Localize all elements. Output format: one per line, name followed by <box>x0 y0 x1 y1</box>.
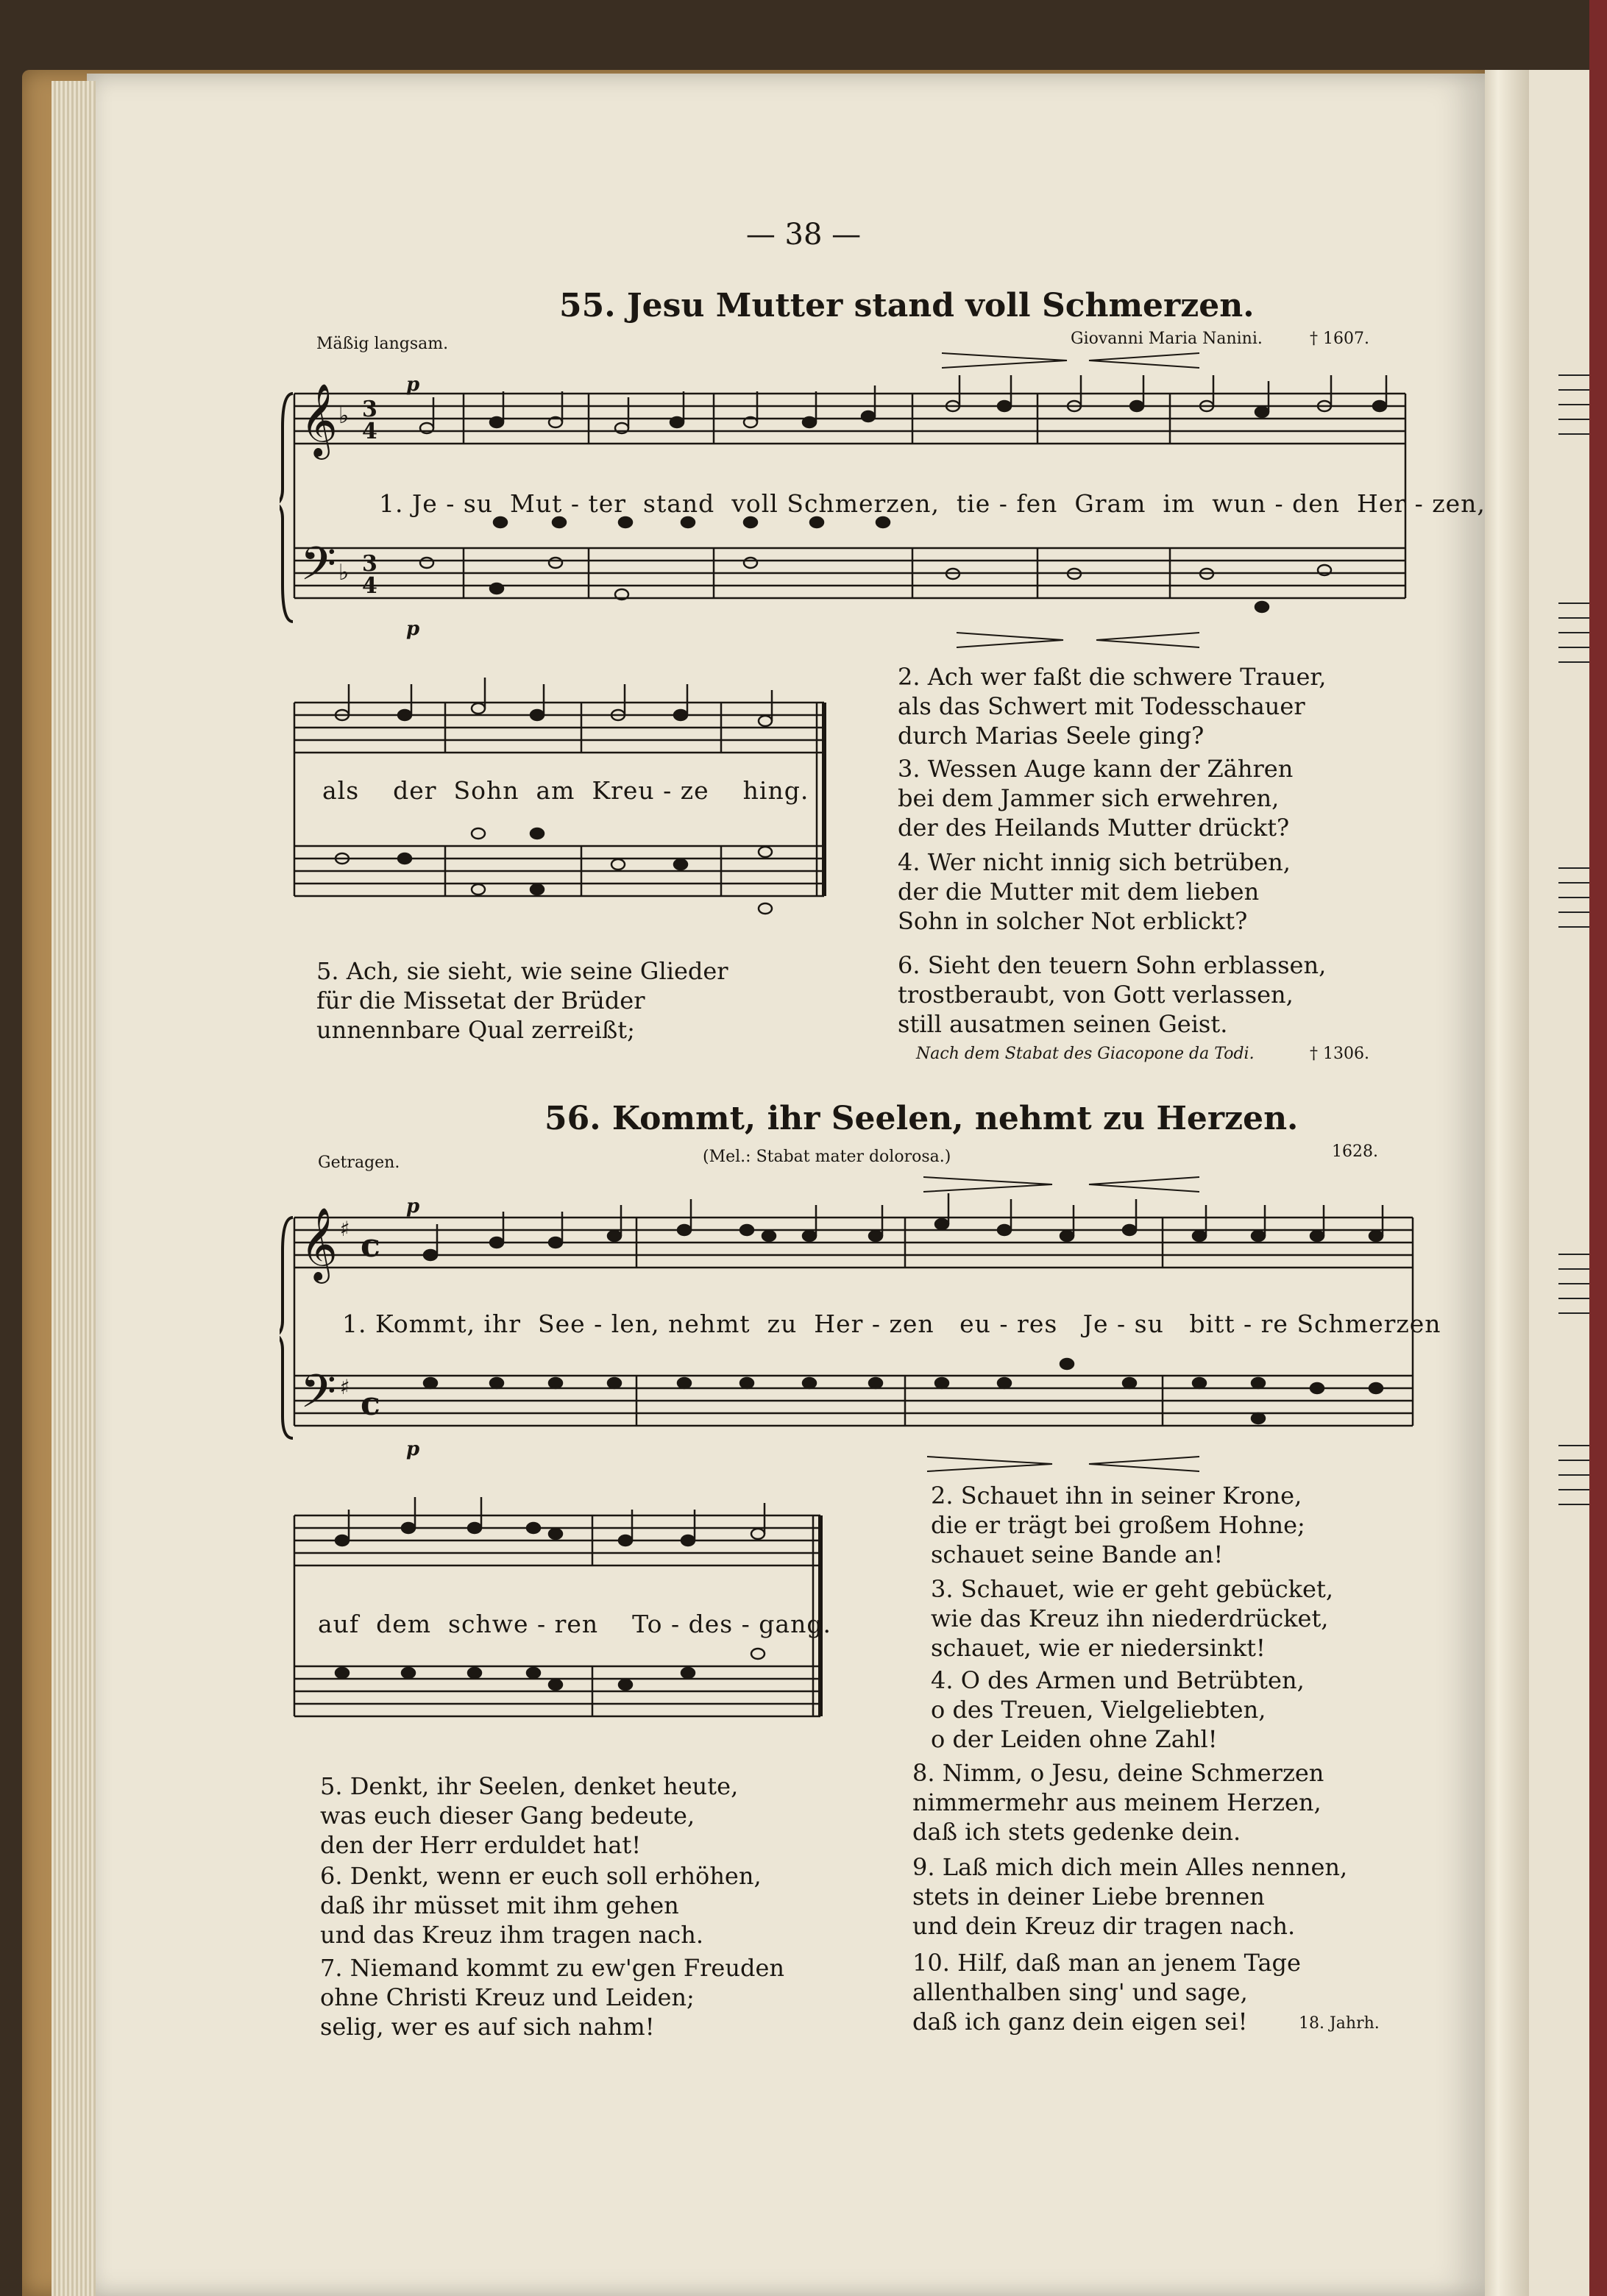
hymn56-dynamic-bottom: p <box>406 1438 420 1460</box>
svg-text:𝄞: 𝄞 <box>300 383 338 457</box>
hymn55-source-date: † 1306. <box>1310 1045 1369 1063</box>
hymn56-title: 56. Kommt, ihr Seelen, nehmt zu Herzen. <box>544 1100 1299 1137</box>
hymn56-verse-7: 7. Niemand kommt zu ew'gen Freuden ohne Christi Kreuz und Leiden; selig, wer es auf sich nahm! <box>320 1954 784 2041</box>
page-edges <box>52 81 96 2296</box>
svg-text:𝄢: 𝄢 <box>300 536 336 602</box>
svg-text:c: c <box>361 1385 380 1423</box>
svg-text:♭: ♭ <box>338 403 350 429</box>
svg-text:♭: ♭ <box>338 560 350 586</box>
svg-text:4: 4 <box>362 573 377 599</box>
hymn56-verse-3: 3. Schauet, wie er geht gebücket, wie das Kreuz ihn niederdrücket, schauet, wie er niedersinkt! <box>931 1575 1333 1662</box>
svg-text:3: 3 <box>362 397 377 422</box>
hymn55-lyrics-line1: 1. Je - su Mut - ter stand voll Schmerzen, tie - fen Gram im wun - den Her - zen, <box>379 489 1486 518</box>
svg-text:𝄞: 𝄞 <box>300 1207 338 1281</box>
hymn55-tempo: Mäßig langsam. <box>316 335 449 353</box>
hymn56-verse-10: 10. Hilf, daß man an jenem Tage allenthalben sing' und sage, daß ich ganz dein eigen sei! <box>912 1949 1301 2036</box>
hymn55-dynamic-bottom: p <box>406 618 420 640</box>
hymn56-dynamic-top: p <box>406 1195 420 1218</box>
hymn55-dynamic-top: p <box>406 374 420 396</box>
hymn56-lyrics-line1: 1. Kommt, ihr See - len, nehmt zu Her - zen eu - res Je - su bitt - re Schmerzen <box>342 1309 1441 1338</box>
hymn55-verse-5: 5. Ach, sie sieht, wie seine Glieder für die Missetat der Brüder unnennbare Qual zerreißt; <box>316 957 728 1044</box>
book-spine <box>1589 0 1607 2296</box>
hymn55-verse-2: 2. Ach wer faßt die schwere Trauer, als das Schwert mit Todesschauer durch Marias Seele ging? <box>898 663 1327 750</box>
svg-text:𝄢: 𝄢 <box>300 1364 336 1429</box>
hymn55-composer: Giovanni Maria Nanini. <box>1071 330 1263 348</box>
hymn55-verse-3: 3. Wessen Auge kann der Zähren bei dem Jammer sich erwehren, der des Heilands Mutter drückt? <box>898 755 1294 842</box>
hymn56-verse-6: 6. Denkt, wenn er euch soll erhöhen, daß ihr müsset mit ihm gehen und das Kreuz ihm tragen nach. <box>320 1862 762 1949</box>
book-gutter <box>1485 70 1529 2296</box>
svg-text:c: c <box>361 1227 380 1265</box>
svg-text:♯: ♯ <box>340 1217 350 1241</box>
svg-text:♯: ♯ <box>340 1375 350 1399</box>
hymn55-title: 55. Jesu Mutter stand voll Schmerzen. <box>559 287 1255 324</box>
hymn56-year: 1628. <box>1332 1142 1378 1161</box>
hymn56-tempo: Getragen. <box>318 1154 400 1172</box>
hymn55-composer-date: † 1607. <box>1310 330 1369 348</box>
svg-text:3: 3 <box>362 551 377 577</box>
hymn56-verse-4: 4. O des Armen und Betrübten, o des Treuen, Vielgeliebten, o der Leiden ohne Zahl! <box>931 1666 1305 1753</box>
hymn56-verse-2: 2. Schauet ihn in seiner Krone, die er trägt bei großem Hohne; schauet seine Bande an! <box>931 1482 1305 1568</box>
hymn55-lyrics-line2: als der Sohn am Kreu - ze hing. <box>322 776 809 805</box>
hymn55-verse-4: 4. Wer nicht innig sich betrüben, der die Mutter mit dem lieben Sohn in solcher Not erblickt? <box>898 848 1291 935</box>
hymn55-source: Nach dem Stabat des Giacopone da Todi. <box>916 1045 1255 1063</box>
hymn56-verse-9: 9. Laß mich dich mein Alles nennen, stets in deiner Liebe brennen und dein Kreuz dir tragen nach. <box>912 1853 1348 1940</box>
hymn55-verse-6: 6. Sieht den teuern Sohn erblassen, trostberaubt, von Gott verlassen, still ausatmen seinen Geist. <box>898 951 1327 1038</box>
hymn56-verse-8: 8. Nimm, o Jesu, deine Schmerzen nimmermehr aus meinem Herzen, daß ich stets gedenke dein. <box>912 1759 1324 1846</box>
page-number: — 38 — <box>745 218 862 252</box>
hymn56-melody: (Mel.: Stabat mater dolorosa.) <box>703 1148 951 1166</box>
hymn56-source: 18. Jahrh. <box>1299 2014 1380 2033</box>
hymn56-verse-5: 5. Denkt, ihr Seelen, denket heute, was euch dieser Gang bedeute, den der Herr erduldet hat! <box>320 1772 739 1859</box>
svg-text:4: 4 <box>362 419 377 444</box>
hymn56-lyrics-line2: auf dem schwe - ren To - des - gang. <box>318 1610 831 1638</box>
